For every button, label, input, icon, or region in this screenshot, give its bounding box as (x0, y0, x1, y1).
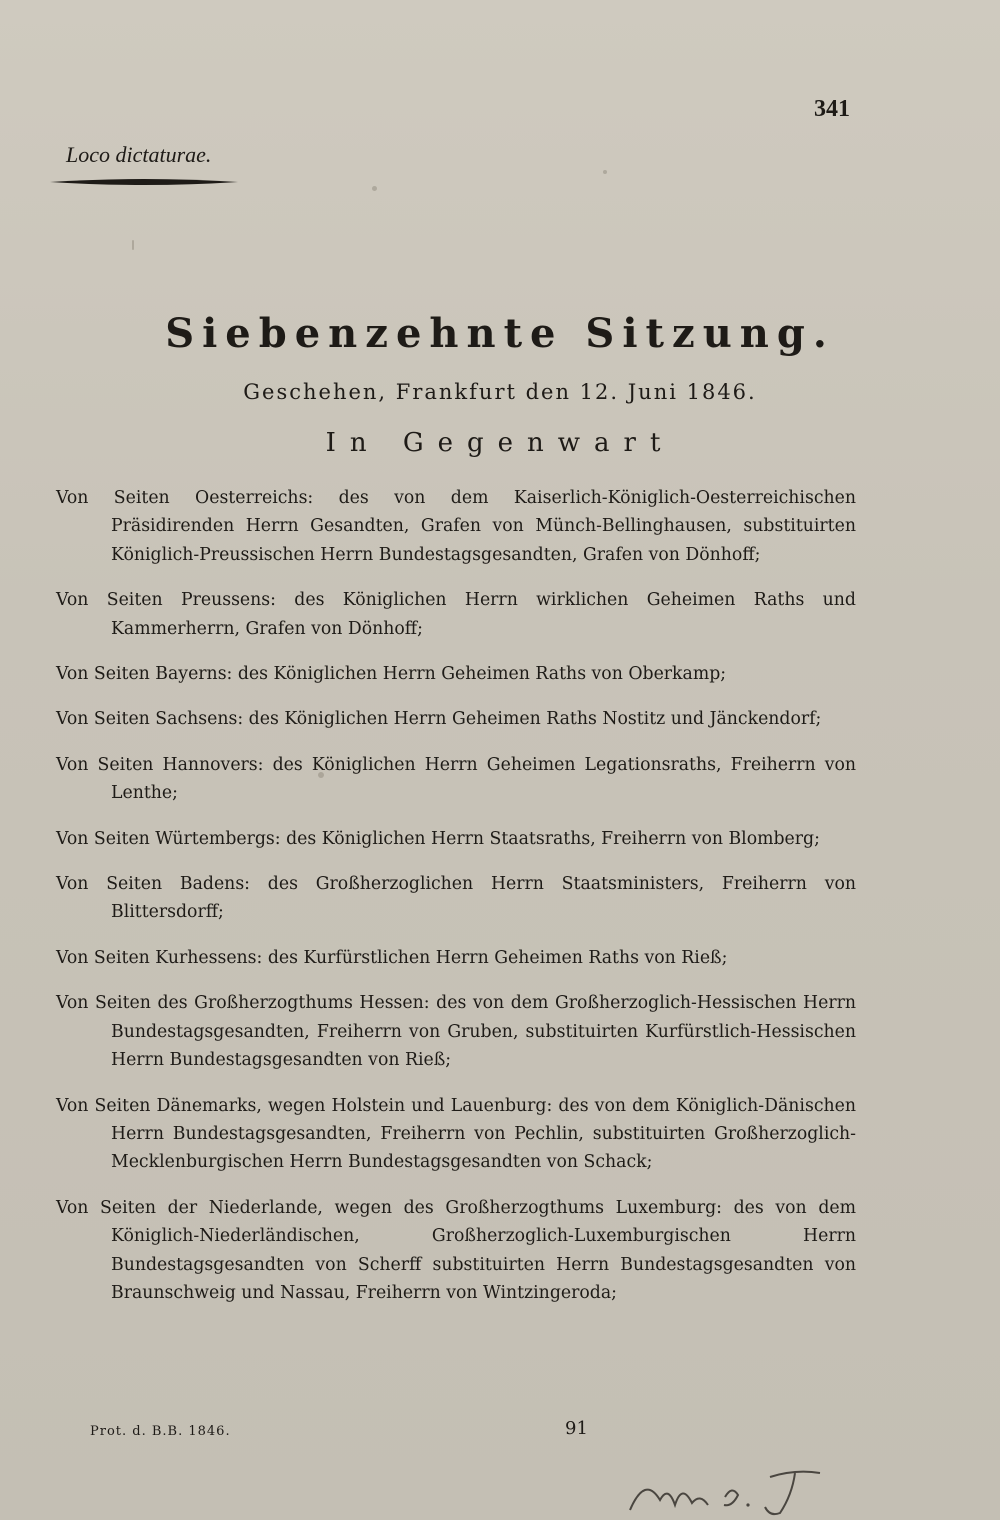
attendance-entry-netherlands: Von Seiten der Niederlande, wegen des Großherzogthums Luxemburg: des von dem Königlich-Niederländischen, Großherzoglich-Luxemburgischen Herrn Bundestagsgesandten von Scherff substituirten Herrn Bundestagsgesandten von Braunschweig und Nassau, Freiherrn von Wintzingeroda; (56, 1197, 856, 1303)
footer-signature-mark: 91 (565, 1418, 588, 1439)
attendance-entry-wurttemberg: Von Seiten Würtembergs: des Königlichen Herrn Staatsraths, Freiherrn von Blomberg; (56, 828, 820, 849)
session-title: Siebenzehnte Sitzung. (165, 310, 835, 357)
page-number: 341 (814, 96, 850, 122)
paper-speck (372, 186, 377, 191)
paper-speck (132, 240, 134, 250)
ornamental-rule (50, 177, 238, 187)
attendance-entry-electoral-hesse: Von Seiten Kurhessens: des Kurfürstlichen Herrn Geheimen Raths von Rieß; (56, 947, 728, 968)
attendance-entry-prussia: Von Seiten Preussens: des Königlichen Herrn wirklichen Geheimen Raths und Kammerherrn, Grafen von Dönhoff; (56, 590, 856, 639)
footer-protocol-reference: Prot. d. B.B. 1846. (90, 1424, 231, 1439)
attendance-entry-saxony: Von Seiten Sachsens: des Königlichen Herrn Geheimen Raths Nostitz und Jänckendorf; (56, 709, 822, 730)
handwritten-note (620, 1455, 850, 1520)
attendance-list (56, 484, 856, 1324)
attendance-entry-bavaria: Von Seiten Bayerns: des Königlichen Herrn Geheimen Raths von Oberkamp; (56, 664, 727, 685)
attendance-entry-grand-duchy-hesse: Von Seiten des Großherzogthums Hessen: des von dem Großherzoglich-Hessischen Herrn Bundestagsgesandten, Freiherrn von Gruben, substituirten Kurfürstlich-Hessischen Herrn Bundestagsgesandten von Rieß; (56, 993, 856, 1071)
attendance-entry-baden: Von Seiten Badens: des Großherzoglichen Herrn Staatsministers, Freiherrn von Blittersdorff; (56, 874, 856, 923)
session-date-line: Geschehen, Frankfurt den 12. Juni 1846. (243, 380, 757, 404)
attendance-entry-denmark: Von Seiten Dänemarks, wegen Holstein und Lauenburg: des von dem Königlich-Dänischen Herrn Bundestagsgesandten, Freiherrn von Pechlin, substituirten Großherzoglich-Mecklenburgischen Herrn Bundestagsgesandten von Schack; (56, 1095, 856, 1173)
attendance-entry-austria: Von Seiten Oesterreichs: des von dem Kaiserlich-Königlich-Oesterreichischen Präsidirenden Herrn Gesandten, Grafen von Münch-Bellinghausen, substituirten Königlich-Preussischen Herrn Bundestagsgesandten, Grafen von Dönhoff; (56, 488, 856, 565)
loco-heading: Loco dictaturae. (66, 142, 212, 167)
paper-speck (603, 170, 607, 174)
attendance-entry-hanover: Von Seiten Hannovers: des Königlichen Herrn Geheimen Legationsraths, Freiherrn von Lenthe; (56, 754, 856, 804)
paper-speck (318, 772, 324, 778)
presence-heading: In Gegenwart (325, 428, 675, 458)
